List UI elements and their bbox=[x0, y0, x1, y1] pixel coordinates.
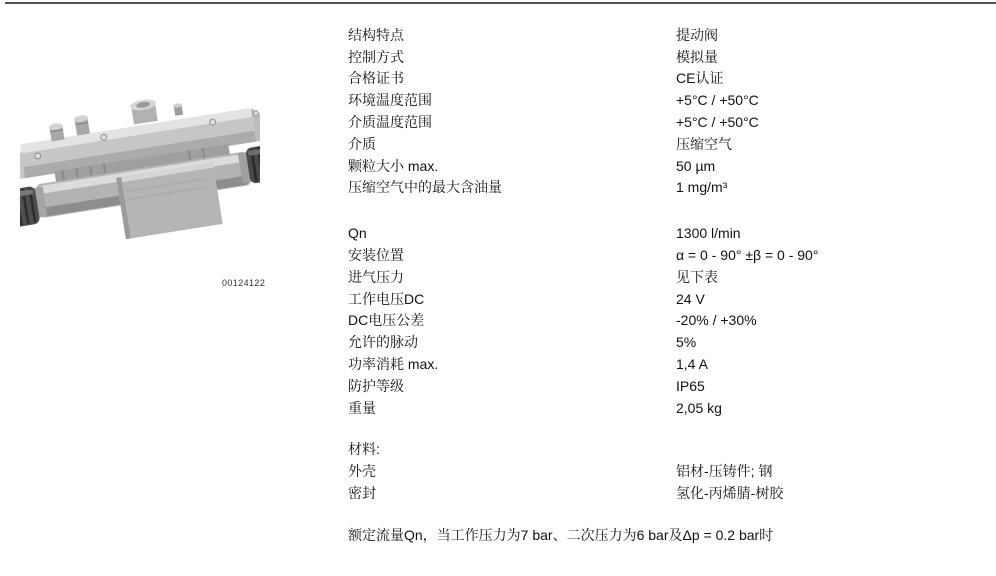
top-rule-divider bbox=[5, 2, 996, 4]
spec-label: 材料: bbox=[348, 441, 380, 458]
spec-row bbox=[348, 89, 994, 111]
spec-label: 密封 bbox=[348, 485, 376, 502]
spec-row bbox=[348, 24, 994, 46]
spec-value: 压缩空气 bbox=[676, 135, 732, 152]
spec-label: 颗粒大小 max. bbox=[348, 157, 439, 174]
valve-product-photo bbox=[20, 74, 260, 244]
spec-row bbox=[348, 155, 994, 177]
product-figure bbox=[20, 74, 265, 299]
spec-value: 2,05 kg bbox=[676, 399, 722, 416]
spec-row bbox=[348, 133, 994, 155]
spec-value: 1,4 A bbox=[676, 356, 708, 373]
spec-value: 24 V bbox=[676, 290, 705, 307]
spec-row bbox=[348, 68, 994, 90]
spec-value: α = 0 - 90° ±β = 0 - 90° bbox=[676, 247, 819, 264]
spec-label: 外壳 bbox=[348, 463, 376, 480]
spec-row bbox=[348, 177, 994, 199]
spec-label: 介质 bbox=[348, 135, 376, 152]
spec-value: -20% / +30% bbox=[676, 312, 757, 329]
spec-row bbox=[348, 375, 994, 397]
spec-label: 防护等级 bbox=[348, 377, 404, 394]
spec-row bbox=[348, 482, 994, 504]
spec-value: 50 µm bbox=[676, 157, 716, 174]
spec-row bbox=[348, 439, 994, 461]
spec-value: CE认证 bbox=[676, 70, 724, 87]
spec-value: 铝材-压铸件; 钢 bbox=[676, 463, 773, 480]
spec-label: 重量 bbox=[348, 399, 376, 416]
spec-row bbox=[348, 397, 994, 419]
spec-row bbox=[348, 266, 994, 288]
spec-row bbox=[348, 331, 994, 353]
spec-row bbox=[348, 244, 994, 266]
spec-row bbox=[348, 46, 994, 68]
spec-value: 提动阀 bbox=[676, 26, 718, 43]
spec-label: 压缩空气中的最大含油量 bbox=[348, 179, 502, 196]
spec-block-materials bbox=[348, 439, 994, 504]
figure-caption: 00124122 bbox=[222, 278, 266, 288]
spec-label: 允许的脉动 bbox=[348, 334, 418, 351]
spec-row bbox=[348, 353, 994, 375]
spec-row bbox=[348, 111, 994, 133]
spec-label: 介质温度范围 bbox=[348, 114, 432, 131]
spec-row bbox=[348, 222, 994, 244]
spec-label: 合格证书 bbox=[348, 70, 404, 87]
spec-label: Qn bbox=[348, 225, 367, 242]
spec-value: 见下表 bbox=[676, 268, 718, 285]
spec-label: 安装位置 bbox=[348, 247, 404, 264]
spec-label: DC电压公差 bbox=[348, 312, 425, 329]
spec-value: 1 mg/m³ bbox=[676, 179, 728, 196]
spec-block-performance bbox=[348, 222, 994, 418]
spec-row bbox=[348, 310, 994, 332]
spec-value: 5% bbox=[676, 334, 697, 351]
spec-row bbox=[348, 460, 994, 482]
spec-label: 进气压力 bbox=[348, 268, 404, 285]
spec-value: +5°C / +50°C bbox=[676, 92, 759, 109]
spec-value: IP65 bbox=[676, 377, 705, 394]
spec-label: 工作电压DC bbox=[348, 290, 425, 307]
spec-label: 环境温度范围 bbox=[348, 92, 432, 109]
spec-table bbox=[348, 24, 994, 547]
spec-label: 控制方式 bbox=[348, 48, 404, 65]
spec-label: 功率消耗 max. bbox=[348, 356, 439, 373]
spec-block-general bbox=[348, 24, 994, 198]
spec-value: 氢化-丙烯腈-树胶 bbox=[676, 485, 784, 502]
spec-label: 结构特点 bbox=[348, 26, 404, 43]
spec-value: 模拟量 bbox=[676, 48, 718, 65]
spec-value: +5°C / +50°C bbox=[676, 114, 759, 131]
spec-value: 1300 l/min bbox=[676, 225, 741, 242]
spec-footnote: 额定流量Qn，当工作压力为7 bar、二次压力为6 bar及Δp = 0.2 bar时 bbox=[348, 526, 774, 543]
spec-row bbox=[348, 288, 994, 310]
